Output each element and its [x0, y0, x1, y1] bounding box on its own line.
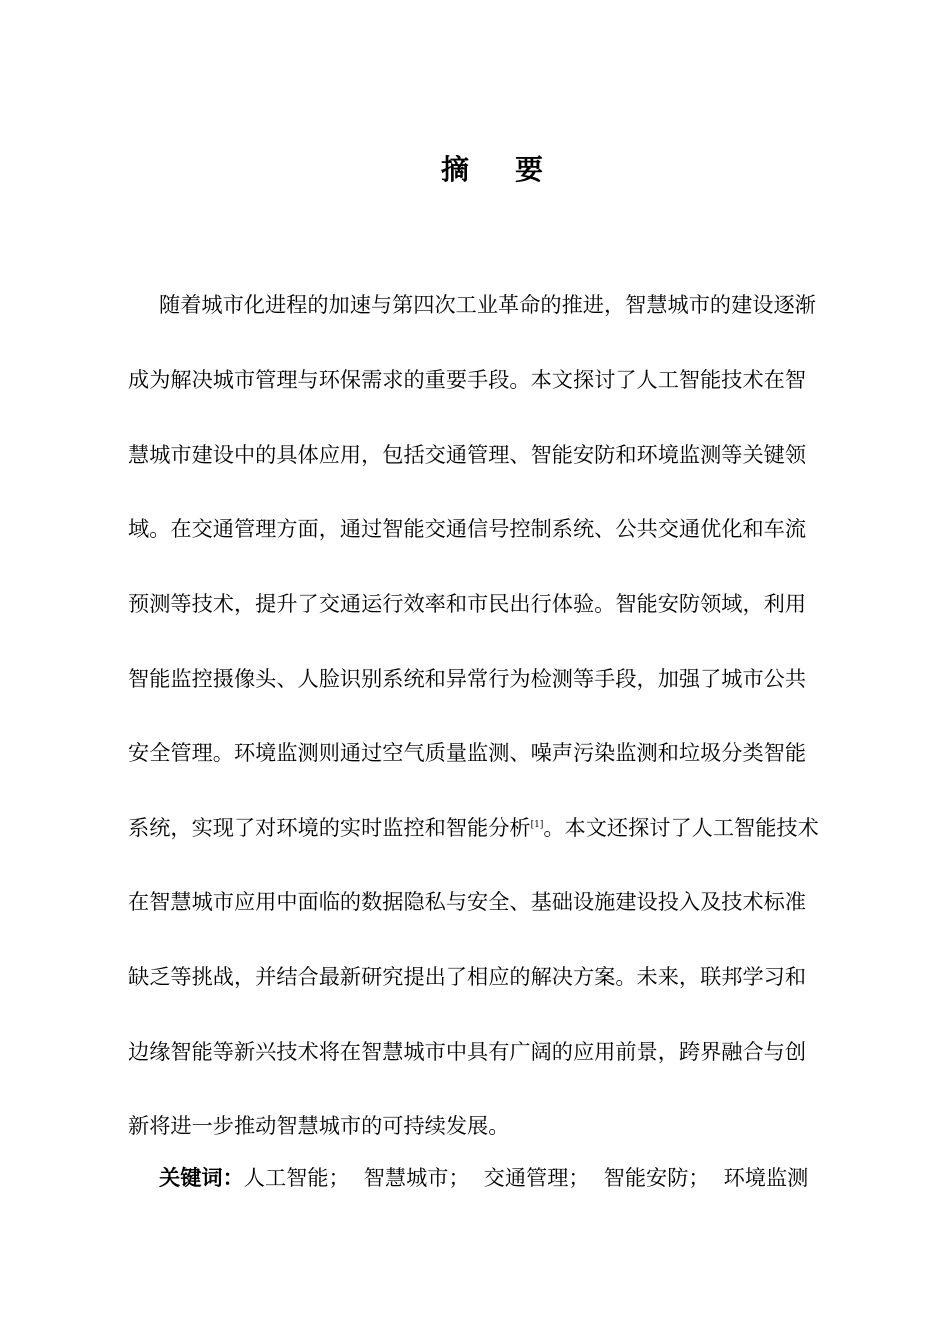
abstract-title-char-1: 摘 [440, 153, 471, 186]
abstract-line-5: 预测等技术，提升了交通运行效率和市民出行体验。智能安防领域，利用 [128, 591, 807, 616]
citation-ref-1[interactable]: [1] [530, 819, 544, 830]
abstract-line-11: 边缘智能等新兴技术将在智慧城市中具有广阔的应用前景，跨界融合与创 [128, 1039, 807, 1064]
abstract-line-10: 缺乏等挑战，并结合最新研究提出了相应的解决方案。未来，联邦学习和 [128, 964, 807, 989]
keyword-item: 智能安防； [603, 1165, 710, 1190]
abstract-line-8-text-a: 系统，实现了对环境的实时监控和智能分析 [128, 815, 531, 840]
abstract-line-3: 慧城市建设中的具体应用，包括交通管理、智能安防和环境监测等关键领 [128, 442, 807, 467]
abstract-title-char-2: 要 [515, 153, 546, 186]
abstract-line-2: 成为解决城市管理与环保需求的重要手段。本文探讨了人工智能技术在智 [128, 367, 807, 392]
abstract-line-8-text-b: 。本文还探讨了人工智能技术 [543, 815, 819, 840]
keyword-item: 交通管理； [483, 1165, 590, 1190]
abstract-line-1: 随着城市化进程的加速与第四次工业革命的推进，智慧城市的建设逐渐 [159, 292, 816, 317]
abstract-line-9: 在智慧城市应用中面临的数据隐私与安全、基础设施建设投入及技术标准 [128, 889, 807, 914]
abstract-line-12: 新将进一步推动智慧城市的可持续发展。 [128, 1113, 510, 1138]
keyword-item: 环境监测 [723, 1165, 809, 1190]
abstract-line-4: 域。在交通管理方面，通过智能交通信号控制系统、公共交通优化和车流 [128, 516, 807, 541]
abstract-line-7: 安全管理。环境监测则通过空气质量监测、噪声污染监测和垃圾分类智能 [128, 740, 807, 765]
abstract-title [0, 148, 950, 192]
keywords-label: 关键词： [159, 1165, 244, 1190]
keyword-item: 智慧城市； [363, 1165, 470, 1190]
abstract-line-6: 智能监控摄像头、人脸识别系统和异常行为检测等手段，加强了城市公共 [128, 666, 807, 691]
keyword-item: 人工智能； [243, 1165, 350, 1190]
keywords-line [159, 1162, 808, 1194]
abstract-line-8 [128, 812, 819, 844]
